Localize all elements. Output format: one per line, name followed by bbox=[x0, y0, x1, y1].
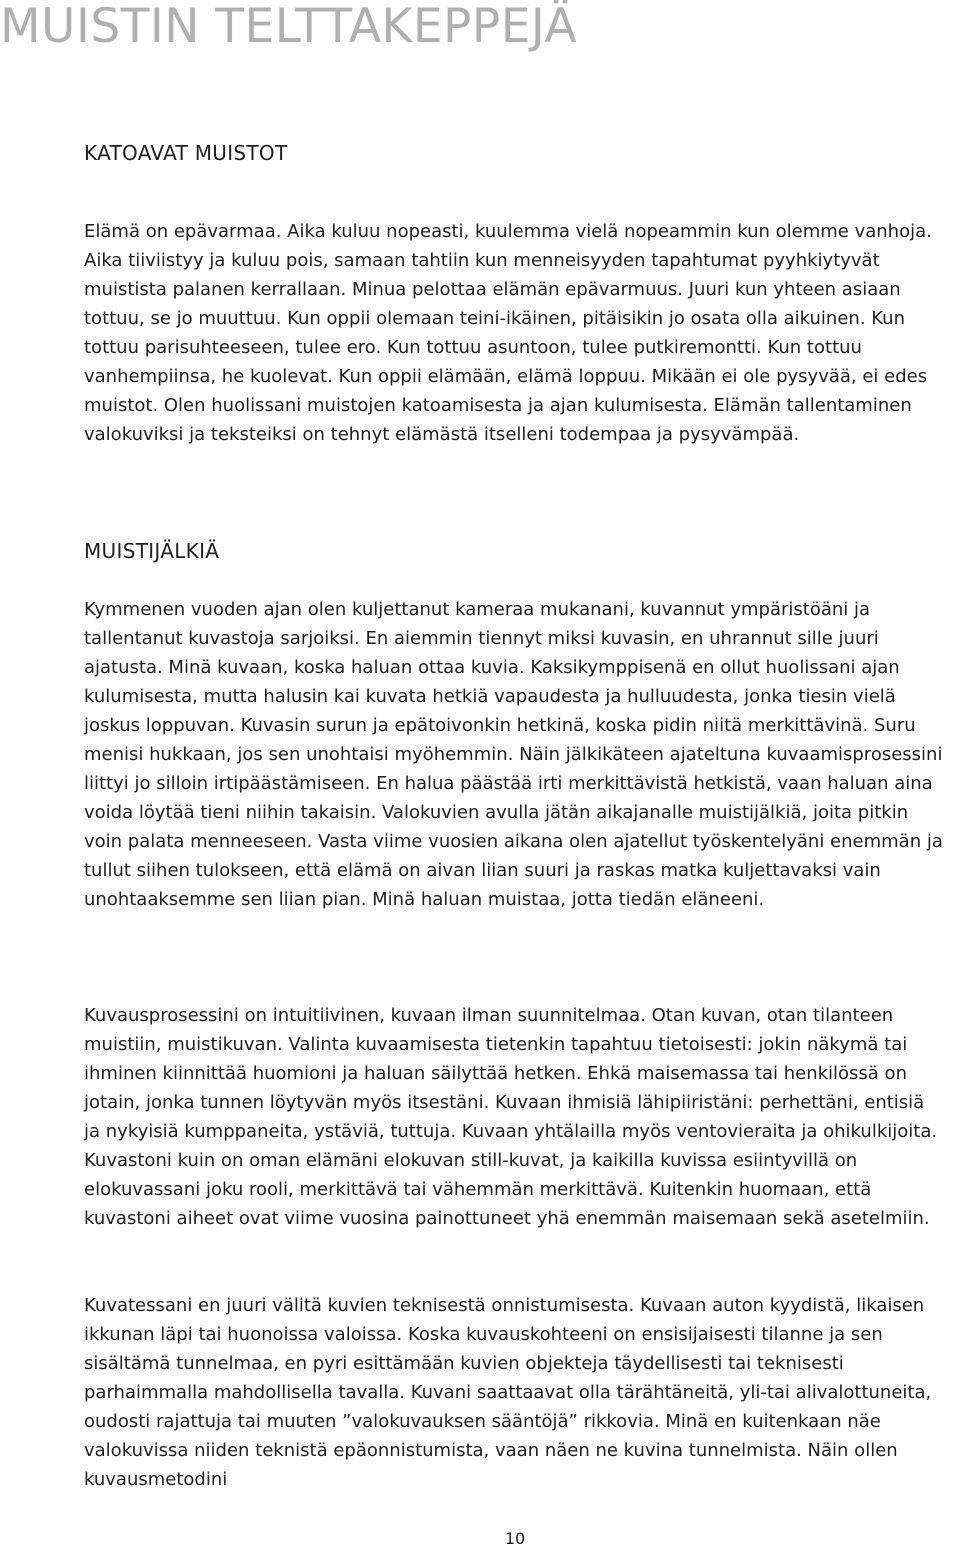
paragraph-muistijalkia-1: Kymmenen vuoden ajan olen kuljettanut kameraa mukanani, kuvannut ympäristöäni ja tallentanut kuvastoja sarjoiksi. En aiemmin tiennyt miksi kuvasin, en uhrannut sille juuri ajatusta. Minä kuvaan, koska haluan ottaa kuvia. Kaksikymppisenä en ollut huolissani ajan kulumisesta, mutta halusin kai kuvata hetkiä vapaudesta ja hulluudesta, jonka tiesin vielä joskus loppuvan. Kuvasin surun ja epätoivonkin hetkinä, koska pidin niitä merkittävinä. Suru menisi hukkaan, jos sen unohtaisi myöhemmin. Näin jälkikäteen ajateltuna kuvaamisprosessini liittyi jo silloin irtipäästämiseen. En halua päästää irti merkittävistä hetkistä, vaan haluan aina voida löytää tieni niihin takaisin. Valokuvien avulla jätän aikajanalle muistijälkiä, joita pitkin voin palata menneeseen. Vasta viime vuosien aikana olen ajatellut työskentelyäni enemmän ja tullut siihen tulokseen, että elämä on aivan liian suuri ja raskas matka kuljettavaksi vain unohtaaksemme sen liian pian. Minä haluan muistaa, jotta tiedän eläneeni. bbox=[84, 599, 943, 910]
paragraph-muistijalkia-3: Kuvatessani en juuri välitä kuvien teknisestä onnistumisesta. Kuvaan auton kyydistä, likaisen ikkunan läpi tai huonoissa valoissa. Koska kuvauskohteeni on ensisijaisesti tilanne ja sen sisältämä tunnelmaa, en pyri esittämään kuvien objekteja täydellisesti tai teknisesti parhaimmalla mahdollisella tavalla. Kuvani saattaavat olla tärähtäneitä, yli-tai alivalottuneita, oudosti rajattuja tai muuten ”valokuvauksen sääntöjä” rikkovia. Minä en kuitenkaan näe valokuvissa niiden teknistä epäonnistumista, vaan näen ne kuvina tunnelmista. Näin ollen kuvausmetodini bbox=[84, 1295, 932, 1490]
section-heading-muistijalkia: MUISTIJÄLKIÄ bbox=[84, 539, 220, 563]
section-heading-katoavat-muistot: KATOAVAT MUISTOT bbox=[84, 141, 288, 165]
paragraph-muistijalkia-2: Kuvausprosessini on intuitiivinen, kuvaan ilman suunnitelmaa. Otan kuvan, otan tilanteen muistiin, muistikuvan. Valinta kuvaamisesta tietenkin tapahtuu tietoisesti: jokin näkymä tai ihminen kiinnittää huomioni ja haluan säilyttää hetken. Ehkä maisemassa tai henkilössä on jotain, jonka tunnen löytyvän myös itsestäni. Kuvaan ihmisiä lähipiiristäni: perhettäni, entisiä ja nykyisiä kumppaneita, ystäviä, tuttuja. Kuvaan yhtälailla myös ventovieraita ja ohikulkijoita. Kuvastoni kuin on oman elämäni elokuvan still-kuvat, ja kaikilla kuvissa esiintyvillä on elokuvassani joku rooli, merkittävä tai vähemmän merkittävä. Kuitenkin huomaan, että kuvastoni aiheet ovat viime vuosina painottuneet yhä enemmän maisemaan sekä asetelmiin. bbox=[84, 1005, 938, 1229]
paragraph-katoavat-muistot-1: Elämä on epävarmaa. Aika kuluu nopeasti, kuulemma vielä nopeammin kun olemme vanhoja. Aika tiiviistyy ja kuluu pois, samaan tahtiin kun menneisyyden tapahtumat pyyhkiytyvät muistista palanen kerrallaan. Minua pelottaa elämän epävarmuus. Juuri kun yhteen asiaan tottuu, se jo muuttuu. Kun oppii olemaan teini-ikäinen, pitäisikin jo osata olla aikuinen. Kun tottuu parisuhteeseen, tulee ero. Kun tottuu asuntoon, tulee putkiremontti. Kun tottuu vanhempiinsa, he kuolevat. Kun oppii elämään, elämä loppuu. Mikään ei ole pysyvää, ei edes muistot. Olen huolissani muistojen katoamisesta ja ajan kulumisesta. Elämän tallentaminen valokuviksi ja teksteiksi on tehnyt elämästä itselleni todempaa ja pysyvämpää. bbox=[84, 221, 932, 445]
page-number: 10 bbox=[504, 1529, 526, 1548]
page-title: MUISTIN TELTTAKEPPEJÄ bbox=[0, 0, 578, 54]
